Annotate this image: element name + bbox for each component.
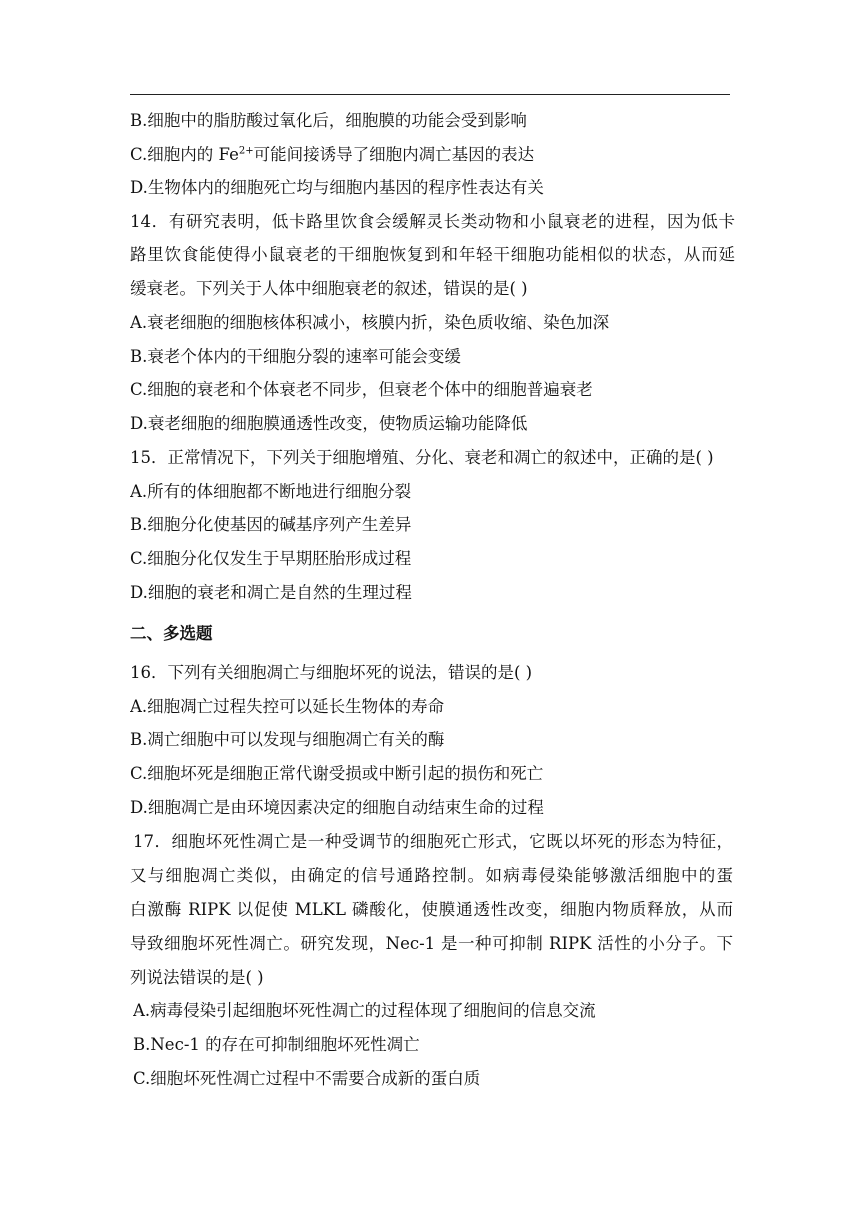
q13-option-c-suffix: 可能间接诱导了细胞内凋亡基因的表达 xyxy=(253,145,535,164)
q14-option-d: D.衰老细胞的细胞膜通透性改变，使物质运输功能降低 xyxy=(130,414,528,433)
q13-option-c xyxy=(130,143,735,167)
q14-option-b: B.衰老个体内的干细胞分裂的速率可能会变缓 xyxy=(130,347,461,366)
q16-option-d: D.细胞凋亡是由环境因素决定的细胞自动结束生命的过程 xyxy=(130,798,544,817)
q13-option-c-prefix: C.细胞内的 Fe xyxy=(130,145,239,164)
q14-stem-line-1: 14．有研究表明，低卡路里饮食会缓解灵长类动物和小鼠衰老的进程，因为低卡 xyxy=(130,212,735,231)
q14-option-c: C.细胞的衰老和个体衰老不同步，但衰老个体中的细胞普遍衰老 xyxy=(130,380,593,399)
q16-stem: 16．下列有关细胞凋亡与细胞坏死的说法，错误的是( ) xyxy=(130,663,533,682)
q15-option-b: B.细胞分化使基因的碱基序列产生差异 xyxy=(130,515,412,534)
q17-stem-line-2: 又与细胞凋亡类似，由确定的信号通路控制。如病毒侵染能够激活细胞中的蛋 xyxy=(130,866,733,885)
q17-stem-line-3: 白激酶 RIPK 以促使 MLKL 磷酸化，使膜通透性改变，细胞内物质释放，从而 xyxy=(130,900,733,919)
section-title-multiple-choice: 二、多选题 xyxy=(130,624,213,643)
q17-option-b: B.Nec-1 的存在可抑制细胞坏死性凋亡 xyxy=(133,1035,420,1054)
q17-stem-line-5: 列说法错误的是( ) xyxy=(130,968,264,987)
q15-option-d: D.细胞的衰老和凋亡是自然的生理过程 xyxy=(130,583,412,602)
q17-stem-line-1: 17．细胞坏死性凋亡是一种受调节的细胞死亡形式，它既以坏死的形态为特征， xyxy=(133,832,733,851)
q13-option-c-superscript: 2+ xyxy=(238,145,254,157)
q16-option-a: A.细胞凋亡过程失控可以延长生物体的寿命 xyxy=(130,697,445,716)
q16-option-c: C.细胞坏死是细胞正常代谢受损或中断引起的损伤和死亡 xyxy=(130,764,544,783)
q16-option-b: B.凋亡细胞中可以发现与细胞凋亡有关的酶 xyxy=(130,730,445,749)
q15-option-c: C.细胞分化仅发生于早期胚胎形成过程 xyxy=(130,549,412,568)
q13-option-d: D.生物体内的细胞死亡均与细胞内基因的程序性表达有关 xyxy=(130,178,544,197)
q17-option-a: A.病毒侵染引起细胞坏死性凋亡的过程体现了细胞间的信息交流 xyxy=(133,1001,596,1020)
header-rule xyxy=(130,94,730,95)
q14-option-a: A.衰老细胞的细胞核体积减小，核膜内折，染色质收缩、染色加深 xyxy=(130,313,610,332)
q17-stem-line-4: 导致细胞坏死性凋亡。研究发现，Nec-1 是一种可抑制 RIPK 活性的小分子。下 xyxy=(130,934,733,953)
q17-option-c: C.细胞坏死性凋亡过程中不需要合成新的蛋白质 xyxy=(133,1069,481,1088)
q14-stem-line-2: 路里饮食能使得小鼠衰老的干细胞恢复到和年轻干细胞功能相似的状态，从而延 xyxy=(130,245,735,264)
q15-option-a: A.所有的体细胞都不断地进行细胞分裂 xyxy=(130,482,412,501)
q15-stem: 15．正常情况下，下列关于细胞增殖、分化、衰老和凋亡的叙述中，正确的是( ) xyxy=(130,448,714,467)
q13-option-b: B.细胞中的脂肪酸过氧化后，细胞膜的功能会受到影响 xyxy=(130,111,527,130)
q14-stem-line-3: 缓衰老。下列关于人体中细胞衰老的叙述，错误的是( ) xyxy=(130,279,528,298)
